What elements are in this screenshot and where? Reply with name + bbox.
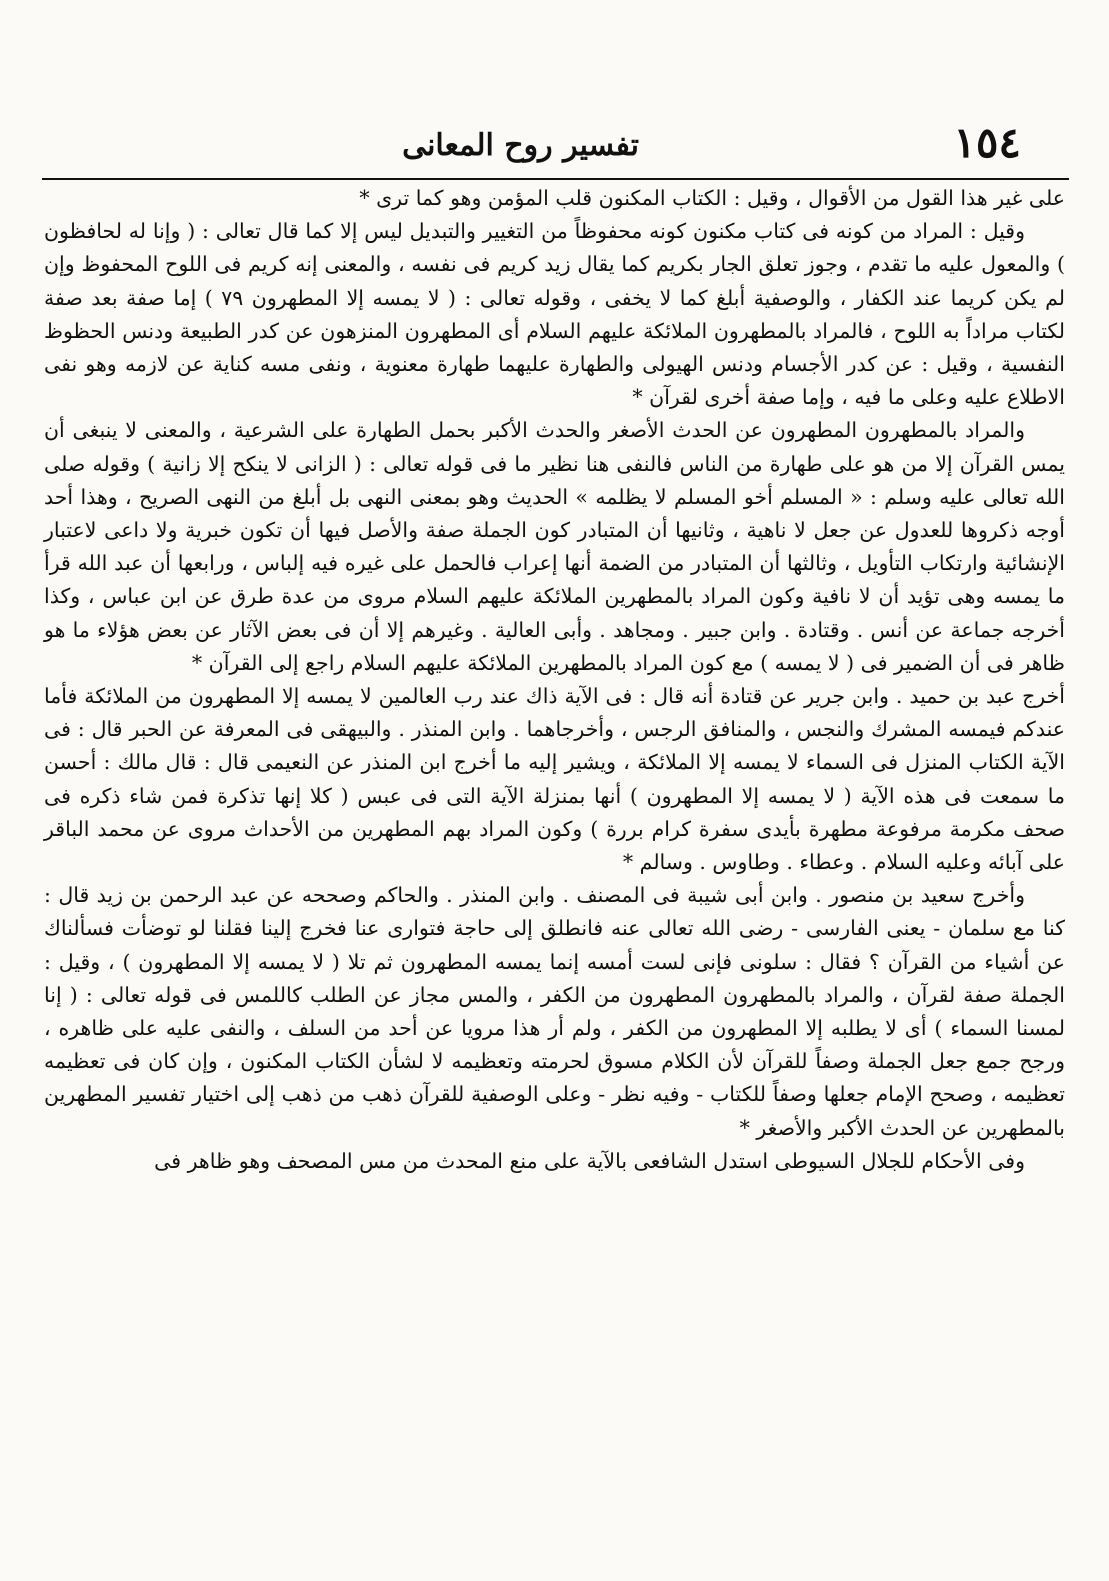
- page-header: [40, 118, 1069, 178]
- paragraph: على غير هذا القول من الأقوال ، وقيل : الكتاب المكنون قلب المؤمن وهو كما ترى *: [359, 186, 1065, 210]
- body-text: [44, 182, 1065, 1178]
- paragraph: وأخرج سعيد بن منصور . وابن أبى شيبة فى المصنف . وابن المنذر . والحاكم وصححه عن عبد الرحمن بن زيد قال : كنا مع سلمان - يعنى الفارسى - رضى الله تعالى عنه فانطلق إلى حاجة فتوارى عنا فخرج إلينا فقلنا لو توضأت فسألناك عن أشياء من القرآن ؟ فقال : سلونى فإنى لست أمسه إنما يمسه المطهرون ثم تلا ( لا يمسه إلا المطهرون ) ، وقيل : الجملة صفة لقرآن ، والمراد بالمطهرون المطهرون من الكفر ، والمس مجاز عن الطلب كاللمس فى قوله تعالى : ( إنا لمسنا السماء ) أى لا يطلبه إلا المطهرون من الكفر ، ولم أر هذا مرويا عن أحد من السلف ، والنفى عليه على ظاهره ، ورجح جمع جعل الجملة وصفاً للقرآن لأن الكلام مسوق لحرمته وتعظيمه لا لشأن الكتاب المكنون ، وإن كان فى تعظيمه تعظيمه ، وصحح الإمام جعلها وصفاً للكتاب - وفيه نظر - وعلى الوصفية للقرآن ذهب من ذهب إلى اختيار تفسير المطهرين بالمطهرين عن الحدث الأكبر والأصغر *: [44, 883, 1065, 1140]
- paragraph: والمراد بالمطهرون المطهرون عن الحدث الأصغر والحدث الأكبر بحمل الطهارة على الشرعية ، والمعنى لا ينبغى أن يمس القرآن إلا من هو على طهارة من الناس فالنفى هنا نظير ما فى قوله تعالى : ( الزانى لا ينكح إلا زانية ) وقوله صلى الله تعالى عليه وسلم : « المسلم أخو المسلم لا يظلمه » الحديث وهو بمعنى النهى بل أبلغ من النهى الصريح ، وهذا أحد أوجه ذكروها للعدول عن جعل لا ناهية ، وثانيها أن المتبادر كون الجملة صفة والأصل فيها أن تكون خبرية ولا داعى لاعتبار الإنشائية وارتكاب التأويل ، وثالثها أن المتبادر من الضمة أنها إعراب فالحمل على غيره فيه إلباس ، ورابعها أن عبد الله قرأ ما يمسه وهى تؤيد أن لا نافية وكون المراد بالمطهرين الملائكة عليهم السلام مروى من عدة طرق عن ابن عباس ، وكذا أخرجه جماعة عن أنس . وقتادة . وابن جبير . ومجاهد . وأبى العالية . وغيرهم إلا أن فى بعض الآثار عن بعض هؤلاء ما هو ظاهر فى أن الضمير فى ( لا يمسه ) مع كون المراد بالمطهرين الملائكة عليهم السلام راجع إلى القرآن *: [44, 418, 1065, 675]
- page-number: ١٥٤: [953, 118, 1021, 167]
- paragraph: وفى الأحكام للجلال السيوطى استدل الشافعى بالآية على منع المحدث من مس المصحف وهو ظاهر فى: [154, 1148, 1025, 1173]
- paragraph: أخرج عبد بن حميد . وابن جرير عن قتادة أنه قال : فى الآية ذاك عند رب العالمين لا يمسه إلا المطهرون من الملائكة فأما عندكم فيمسه المشرك والنجس ، والمنافق الرجس ، وأخرجاهما . وابن المنذر . والبيهقى فى المعرفة عن الحبر قال : فى الآية الكتاب المنزل فى السماء لا يمسه إلا الملائكة ، ويشير إليه ما أخرج ابن المنذر عن النعيمى قال : قال مالك : أحسن ما سمعت فى هذه الآية ( لا يمسه إلا المطهرون ) أنها بمنزلة الآية التى فى عبس ( كلا إنها تذكرة فمن شاء ذكره فى صحف مكرمة مرفوعة مطهرة بأيدى سفرة كرام بررة ) وكون المراد بهم المطهرين من الأحداث مروى عن محمد الباقر على آبائه وعليه السلام . وعطاء . وطاوس . وسالم *: [44, 684, 1065, 875]
- running-title: تفسير روح المعانى: [402, 128, 639, 163]
- paragraph: وقيل : المراد من كونه فى كتاب مكنون كونه محفوظاً من التغيير والتبديل ليس إلا كما قال تعالى : ( وإنا له لحافظون ) والمعول عليه ما تقدم ، وجوز تعلق الجار بكريم كما يقال زيد كريم فى نفسه ، والمعنى إنه كريم فى اللوح المحفوظ وإن لم يكن كريما عند الكفار ، والوصفية أبلغ كما لا يخفى ، وقوله تعالى : ( لا يمسه إلا المطهرون ٧٩ ) إما صفة بعد صفة لكتاب مراداً به اللوح ، فالمراد بالمطهرون الملائكة عليهم السلام أى المطهرون المنزهون عن كدر الطبيعة ودنس الحظوظ النفسية ، وقيل : عن كدر الأجسام ودنس الهيولى والطهارة عليهما طهارة معنوية ، ونفى مسه كناية عن لازمه وهو نفى الاطلاع عليه وعلى ما فيه ، وإما صفة أخرى لقرآن *: [44, 219, 1065, 410]
- header-rule: [42, 178, 1069, 180]
